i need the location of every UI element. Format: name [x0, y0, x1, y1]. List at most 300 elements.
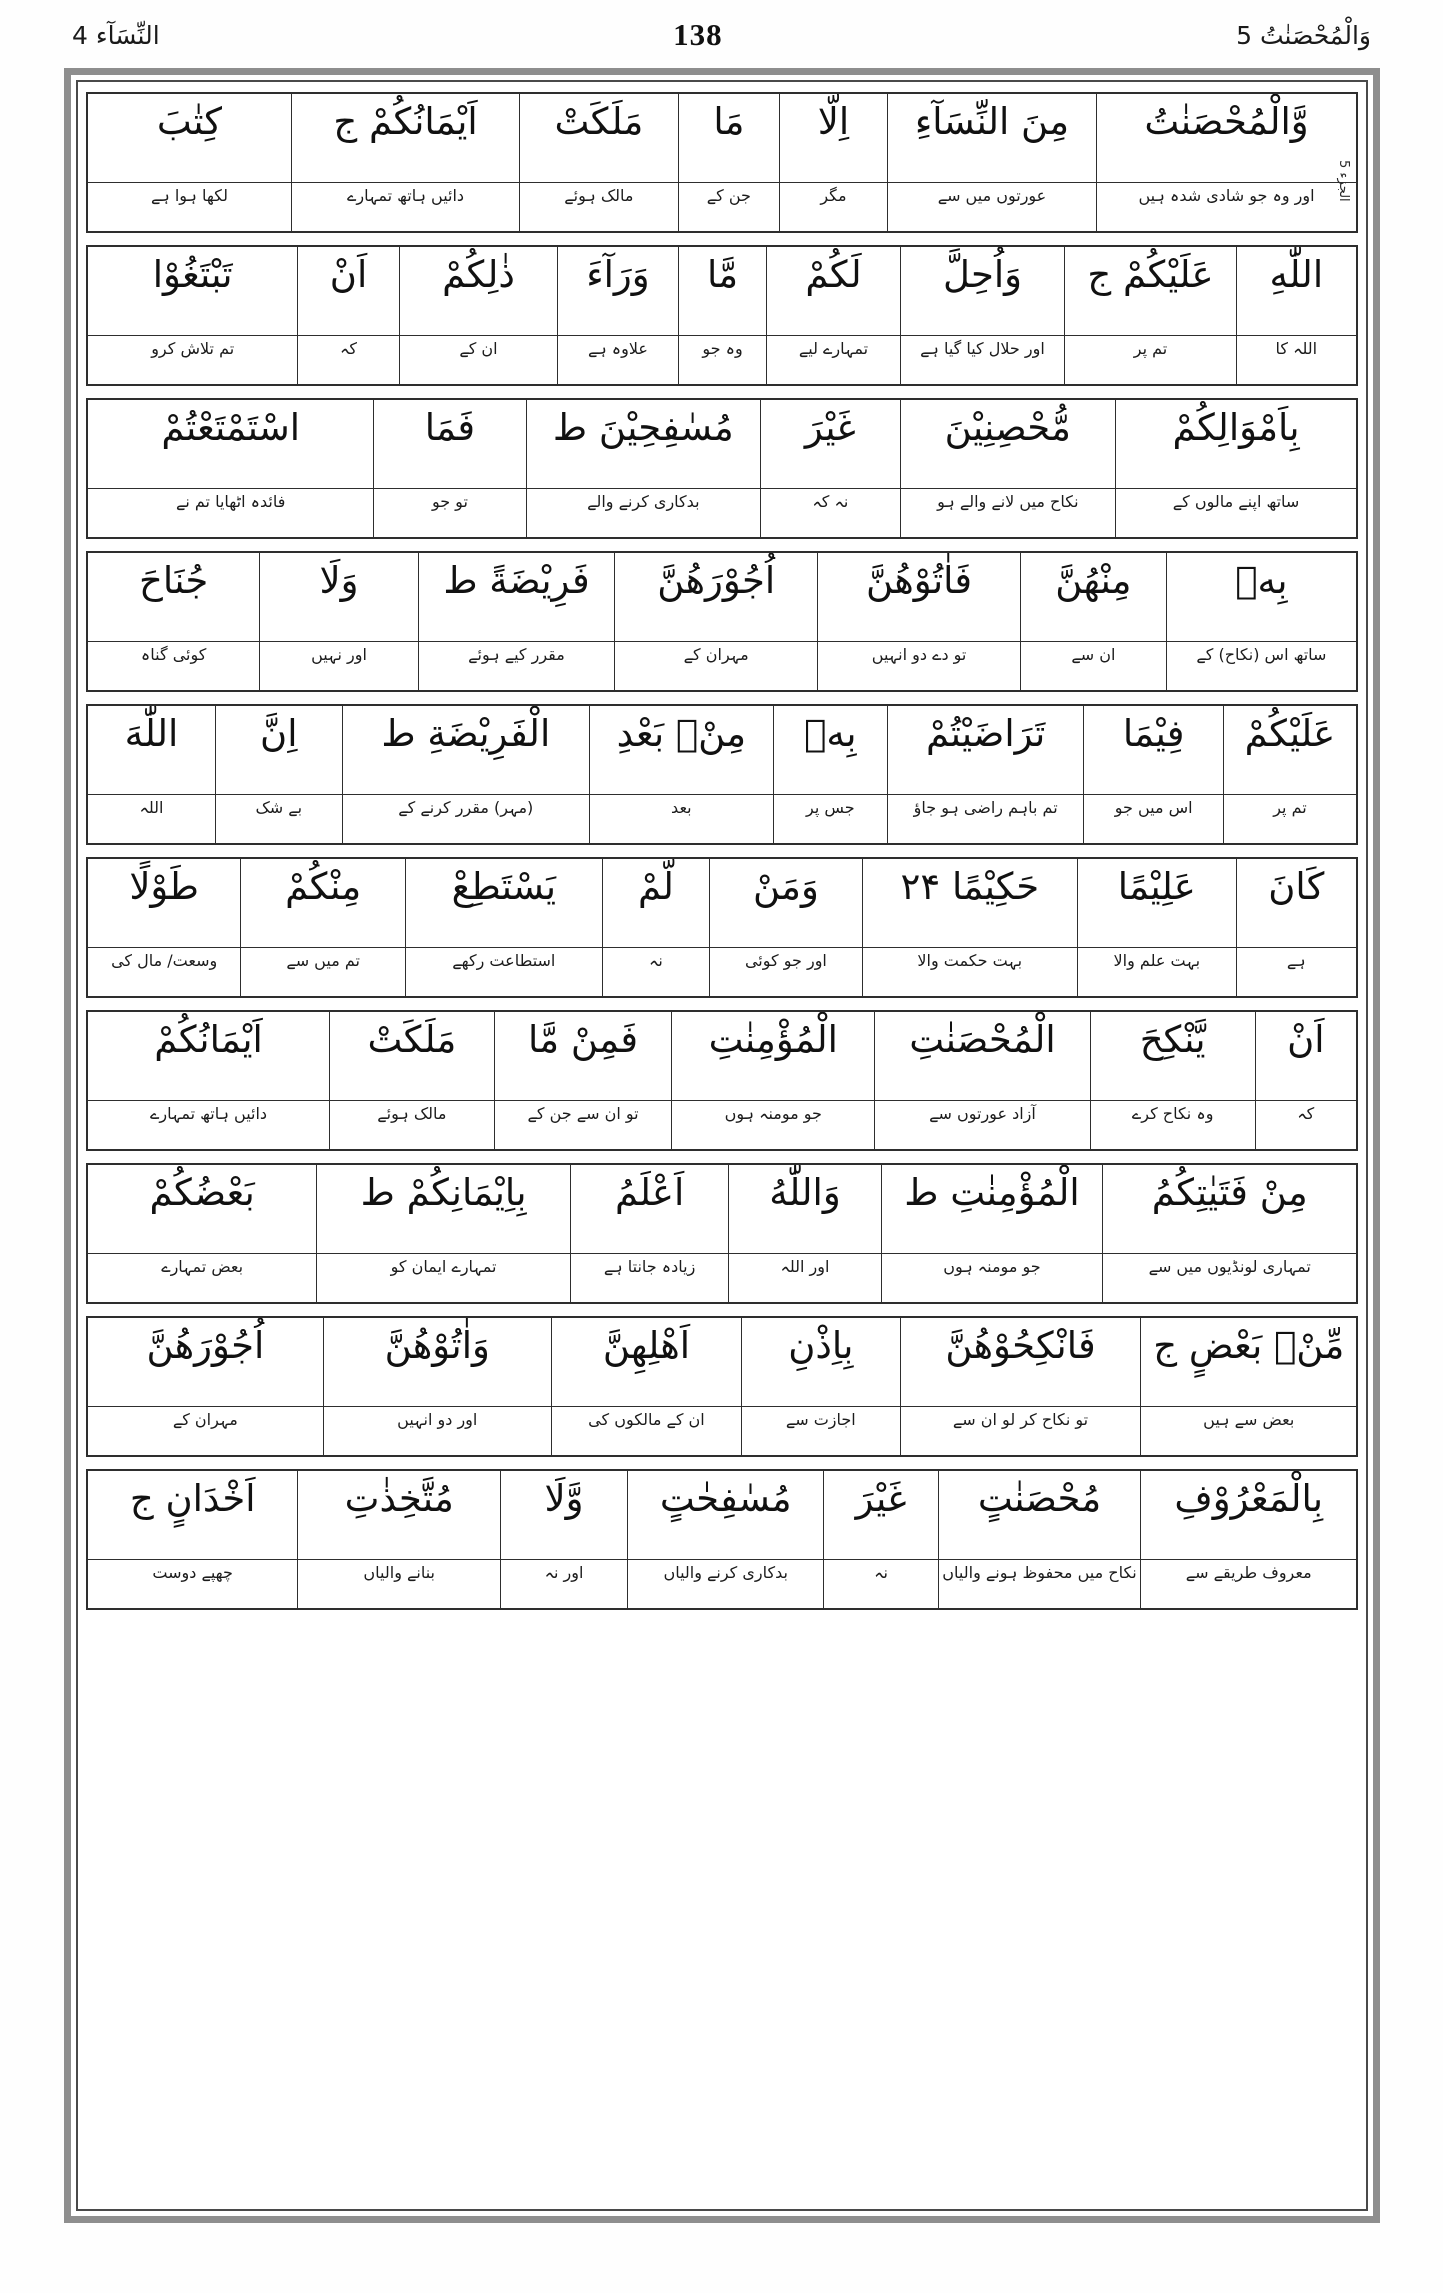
arabic-word-cell[interactable]	[900, 247, 1065, 335]
arabic-word-cell[interactable]	[1090, 1012, 1255, 1100]
arabic-word-cell[interactable]	[88, 706, 215, 794]
arabic-word-cell[interactable]	[760, 400, 899, 488]
urdu-translation: اور جو کوئی	[744, 951, 827, 970]
urdu-translation-cell[interactable]	[88, 489, 373, 537]
urdu-translation: بہت علم والا	[1113, 951, 1201, 970]
arabic-line	[88, 1471, 1356, 1560]
urdu-translation: اور وہ جو شادی شدہ ہیں	[1138, 186, 1315, 205]
urdu-translation-cell[interactable]	[671, 1101, 874, 1149]
urdu-translation-cell[interactable]	[741, 1407, 900, 1455]
arabic-word: مُسٰفِحٰتٍ	[659, 1477, 792, 1520]
arabic-word-cell[interactable]	[862, 859, 1078, 947]
arabic-word: اَيْمَانُكُمْ	[154, 1018, 263, 1061]
urdu-translation-cell[interactable]	[526, 489, 761, 537]
arabic-word-cell[interactable]	[1077, 859, 1236, 947]
arabic-line	[88, 94, 1356, 183]
urdu-translation-cell[interactable]	[900, 336, 1065, 384]
arabic-word: لَكُمْ	[805, 253, 862, 296]
urdu-translation-cell[interactable]	[88, 336, 297, 384]
urdu-translation: دائیں ہاتھ تمہارے	[149, 1104, 268, 1123]
urdu-translation: مہران کے	[172, 1410, 238, 1429]
arabic-word: الْمُؤْمِنٰتِ ط	[904, 1171, 1080, 1214]
urdu-line	[88, 336, 1356, 384]
arabic-word-cell[interactable]	[297, 247, 398, 335]
urdu-translation-cell[interactable]	[766, 336, 899, 384]
arabic-word-cell[interactable]	[557, 247, 677, 335]
urdu-translation: چھپے دوست	[152, 1563, 233, 1582]
arabic-line	[88, 1012, 1356, 1101]
urdu-translation-cell[interactable]	[88, 795, 215, 843]
urdu-translation-cell[interactable]	[551, 1407, 741, 1455]
verse-row	[86, 1163, 1358, 1304]
urdu-translation: لکھا ہوا ہے	[150, 186, 228, 205]
urdu-translation: نہ	[874, 1563, 888, 1582]
arabic-word: حَكِيْمًا ۲۴	[900, 865, 1040, 908]
urdu-translation-cell[interactable]	[1096, 183, 1356, 231]
arabic-word-cell[interactable]	[817, 553, 1020, 641]
arabic-word: بِهٖ	[804, 712, 857, 755]
urdu-translation: تم پر	[1133, 339, 1168, 358]
urdu-translation-cell[interactable]	[817, 642, 1020, 690]
arabic-word-cell[interactable]	[728, 1165, 880, 1253]
urdu-translation: نکاح میں محفوظ ہونے والیاں	[942, 1563, 1137, 1582]
urdu-translation: تمہارے لیے	[798, 339, 869, 358]
arabic-word: فَانْكِحُوْهُنَّ	[945, 1324, 1096, 1367]
urdu-translation: بعد	[671, 798, 692, 817]
verse-row	[86, 1316, 1358, 1457]
arabic-word-cell[interactable]	[323, 1318, 551, 1406]
arabic-word-cell[interactable]	[1102, 1165, 1356, 1253]
urdu-translation-cell[interactable]	[760, 489, 899, 537]
arabic-word-cell[interactable]	[259, 553, 418, 641]
arabic-word-cell[interactable]	[526, 400, 761, 488]
urdu-translation: ساتھ اس (نکاح) کے	[1196, 645, 1327, 664]
arabic-word-cell[interactable]	[1020, 553, 1166, 641]
urdu-translation: تو دے دو انہیں	[871, 645, 967, 664]
urdu-translation: معروف طریقے سے	[1185, 1563, 1312, 1582]
urdu-translation: کوئی گناہ	[140, 645, 207, 664]
arabic-word-cell[interactable]	[900, 400, 1116, 488]
page-border-frame	[64, 68, 1380, 2223]
urdu-translation-cell[interactable]	[88, 183, 291, 231]
arabic-word-cell[interactable]	[678, 247, 767, 335]
urdu-translation: جو مومنہ ہوں	[943, 1257, 1041, 1276]
urdu-translation-cell[interactable]	[709, 948, 861, 996]
urdu-translation-cell[interactable]	[316, 1254, 570, 1302]
urdu-translation-cell[interactable]	[1236, 336, 1356, 384]
arabic-word-cell[interactable]	[881, 1165, 1103, 1253]
urdu-translation-cell[interactable]	[1090, 1101, 1255, 1149]
urdu-translation: جو مومنہ ہوں	[724, 1104, 822, 1123]
arabic-word-cell[interactable]	[88, 1165, 316, 1253]
urdu-translation-cell[interactable]	[602, 948, 710, 996]
arabic-word-cell[interactable]	[1255, 1012, 1356, 1100]
urdu-translation-cell[interactable]	[1083, 795, 1222, 843]
arabic-word: طَوْلًا	[129, 865, 199, 908]
juz-name-right: وَالْمُحْصَنٰتُ 5	[1236, 20, 1371, 50]
urdu-translation-cell[interactable]	[1223, 795, 1356, 843]
urdu-translation: علاوہ ہے	[587, 339, 648, 358]
arabic-word-cell[interactable]	[1064, 247, 1235, 335]
urdu-translation: اور نہ	[544, 1563, 584, 1582]
urdu-translation: مہران کے	[683, 645, 749, 664]
urdu-translation-cell[interactable]	[418, 642, 615, 690]
urdu-line	[88, 1101, 1356, 1149]
arabic-word: مَا	[713, 100, 745, 143]
arabic-word: وَمَنْ	[753, 865, 819, 908]
arabic-word-cell[interactable]	[1223, 706, 1356, 794]
urdu-line	[88, 795, 1356, 843]
arabic-word-cell[interactable]	[88, 1471, 297, 1559]
urdu-translation-cell[interactable]	[494, 1101, 672, 1149]
urdu-translation-cell[interactable]	[627, 1560, 824, 1608]
verse-row	[86, 398, 1358, 539]
arabic-word: بِاِيْمَانِكُمْ ط	[360, 1171, 527, 1214]
arabic-word: اللّٰهَ	[124, 712, 179, 755]
arabic-line	[88, 1165, 1356, 1254]
urdu-translation: استطاعت رکھے	[452, 951, 556, 970]
urdu-translation: (مہر) مقرر کرنے کے	[398, 798, 534, 817]
urdu-translation: اور اللہ	[780, 1257, 830, 1276]
urdu-translation-cell[interactable]	[874, 1101, 1090, 1149]
arabic-word: اِنَّ	[260, 712, 298, 755]
arabic-word: كِتٰبَ	[156, 100, 223, 143]
urdu-translation-cell[interactable]	[291, 183, 519, 231]
urdu-translation: اور نہیں	[311, 645, 367, 664]
arabic-line	[88, 1318, 1356, 1407]
urdu-translation: ان سے	[1071, 645, 1116, 664]
arabic-line	[88, 553, 1356, 642]
arabic-word: غَيْرَ	[804, 406, 856, 449]
juz-side-marker: الجزء 5	[1336, 160, 1351, 202]
urdu-translation: بہت حکمت والا	[917, 951, 1023, 970]
arabic-word: مُتَّخِذٰتِ	[344, 1477, 454, 1520]
arabic-word-cell[interactable]	[405, 859, 602, 947]
urdu-translation: نہ	[649, 951, 663, 970]
arabic-word: مِنَ النِّسَآءِ	[914, 100, 1070, 143]
arabic-word-cell[interactable]	[88, 859, 240, 947]
urdu-translation: وہ نکاح کرے	[1131, 1104, 1214, 1123]
urdu-translation-cell[interactable]	[240, 948, 405, 996]
arabic-word: بِاَمْوَالِكُمْ	[1172, 406, 1300, 449]
urdu-translation: بنانے والیاں	[363, 1563, 435, 1582]
urdu-translation-cell[interactable]	[215, 795, 342, 843]
arabic-word-cell[interactable]	[779, 94, 887, 182]
arabic-word-cell[interactable]	[887, 706, 1084, 794]
urdu-translation-cell[interactable]	[900, 489, 1116, 537]
urdu-translation-cell[interactable]	[88, 1101, 329, 1149]
arabic-word: اُجُوْرَهُنَّ	[146, 1324, 265, 1367]
verse-row	[86, 704, 1358, 845]
urdu-translation-cell[interactable]	[1236, 948, 1356, 996]
arabic-word: فَاٰتُوْهُنَّ	[866, 559, 973, 602]
urdu-translation-cell[interactable]	[323, 1407, 551, 1455]
arabic-word-cell[interactable]	[938, 1471, 1141, 1559]
arabic-word-cell[interactable]	[570, 1165, 729, 1253]
urdu-translation-cell[interactable]	[1115, 489, 1356, 537]
urdu-translation: تم میں سے	[286, 951, 360, 970]
arabic-line	[88, 247, 1356, 336]
arabic-word: مَّا	[707, 253, 739, 296]
urdu-translation: تم باہم راضی ہو جاؤ	[913, 798, 1058, 817]
urdu-line	[88, 1254, 1356, 1302]
urdu-translation-cell[interactable]	[399, 336, 558, 384]
arabic-word: وَاٰتُوْهُنَّ	[384, 1324, 490, 1367]
urdu-translation-cell[interactable]	[779, 183, 887, 231]
arabic-word-cell[interactable]	[678, 94, 779, 182]
arabic-word-cell[interactable]	[399, 247, 558, 335]
page-number: 138	[673, 17, 723, 52]
arabic-word-cell[interactable]	[88, 94, 291, 182]
urdu-translation-cell[interactable]	[881, 1254, 1103, 1302]
arabic-word: اَخْدَانٍ ج	[129, 1477, 256, 1520]
arabic-word: وَلَا	[319, 559, 359, 602]
urdu-translation: وسعت/ مال کی	[111, 951, 218, 970]
arabic-word-cell[interactable]	[614, 553, 817, 641]
urdu-translation: تو ان سے جن کے	[527, 1104, 639, 1123]
urdu-translation: مگر	[820, 186, 847, 205]
arabic-word: بِالْمَعْرُوْفِ	[1174, 1477, 1324, 1520]
arabic-word-cell[interactable]	[88, 1012, 329, 1100]
arabic-word: وَرَآءَ	[586, 253, 650, 296]
arabic-word-cell[interactable]	[88, 400, 373, 488]
urdu-translation-cell[interactable]	[297, 1560, 500, 1608]
arabic-word: بِاِذْنِ	[788, 1324, 854, 1367]
arabic-word-cell[interactable]	[741, 1318, 900, 1406]
arabic-word-cell[interactable]	[823, 1471, 937, 1559]
urdu-translation-cell[interactable]	[1140, 1560, 1356, 1608]
arabic-word: يَسْتَطِعْ	[451, 865, 557, 908]
arabic-word: يَّنْكِحَ	[1139, 1018, 1206, 1061]
arabic-word: بِهٖ	[1235, 559, 1288, 602]
arabic-word: فَمِنْ مَّا	[528, 1018, 639, 1061]
arabic-word: مِنْكُمْ	[285, 865, 362, 908]
urdu-translation: وہ جو	[702, 339, 743, 358]
urdu-translation: نہ کہ	[812, 492, 849, 511]
arabic-word: الْفَرِيْضَةِ ط	[381, 712, 551, 755]
urdu-translation: دائیں ہاتھ تمہارے	[346, 186, 465, 205]
arabic-word-cell[interactable]	[88, 1318, 323, 1406]
arabic-word: اَنْ	[329, 253, 368, 296]
urdu-translation-cell[interactable]	[938, 1560, 1141, 1608]
arabic-word: فِيْمَا	[1122, 712, 1185, 755]
urdu-translation-cell[interactable]	[500, 1560, 627, 1608]
surah-name-left: النِّسَآء 4	[72, 20, 160, 50]
arabic-word-cell[interactable]	[1236, 247, 1356, 335]
arabic-word: مَلَكَتْ	[554, 100, 644, 143]
arabic-word: وَّلَا	[544, 1477, 584, 1520]
arabic-word: الْمُؤْمِنٰتِ	[708, 1018, 838, 1061]
arabic-word: مِنْ فَتَيٰتِكُمُ	[1151, 1171, 1308, 1214]
urdu-translation-cell[interactable]	[862, 948, 1078, 996]
urdu-translation: اس میں جو	[1114, 798, 1193, 817]
arabic-word: ذٰلِكُمْ	[442, 253, 515, 296]
urdu-translation: بدکاری کرنے والیاں	[663, 1563, 788, 1582]
arabic-word: اَهْلِهِنَّ	[602, 1324, 691, 1367]
verse-row	[86, 92, 1358, 233]
arabic-word: اَنْ	[1287, 1018, 1325, 1061]
arabic-word-cell[interactable]	[551, 1318, 741, 1406]
urdu-translation-cell[interactable]	[88, 948, 240, 996]
arabic-word: اللّٰهِ	[1269, 253, 1324, 296]
urdu-line	[88, 1407, 1356, 1455]
urdu-translation: مالک ہوئے	[564, 186, 634, 205]
page-content-area	[76, 80, 1368, 2211]
urdu-translation-cell[interactable]	[88, 1560, 297, 1608]
urdu-translation: ساتھ اپنے مالوں کے	[1172, 492, 1300, 511]
urdu-translation-cell[interactable]	[329, 1101, 494, 1149]
arabic-word-cell[interactable]	[1166, 553, 1356, 641]
arabic-word-cell[interactable]	[88, 553, 259, 641]
urdu-translation: جن کے	[706, 186, 751, 205]
arabic-word-cell[interactable]	[602, 859, 710, 947]
urdu-translation-cell[interactable]	[1255, 1101, 1356, 1149]
urdu-translation-cell[interactable]	[1102, 1254, 1356, 1302]
arabic-word-cell[interactable]	[494, 1012, 672, 1100]
arabic-word-cell[interactable]	[1083, 706, 1222, 794]
arabic-word: مِنْهُنَّ	[1055, 559, 1132, 602]
arabic-word-cell[interactable]	[900, 1318, 1141, 1406]
arabic-word-cell[interactable]	[671, 1012, 874, 1100]
arabic-word: مُحْصَنٰتٍ	[977, 1477, 1102, 1520]
arabic-word-cell[interactable]	[1236, 859, 1356, 947]
verse-row	[86, 245, 1358, 386]
arabic-word-cell[interactable]	[291, 94, 519, 182]
arabic-word-cell[interactable]	[773, 706, 887, 794]
arabic-word-cell[interactable]	[1096, 94, 1356, 182]
urdu-translation-cell[interactable]	[1020, 642, 1166, 690]
arabic-word: عَلَيْكُمْ ج	[1087, 253, 1214, 296]
arabic-word: جُنَاحَ	[139, 559, 209, 602]
urdu-translation: بدکاری کرنے والے	[587, 492, 700, 511]
urdu-translation-cell[interactable]	[887, 795, 1084, 843]
urdu-line	[88, 489, 1356, 537]
urdu-translation-cell[interactable]	[570, 1254, 729, 1302]
urdu-translation-cell[interactable]	[900, 1407, 1141, 1455]
urdu-line	[88, 183, 1356, 231]
urdu-translation-cell[interactable]	[88, 1407, 323, 1455]
arabic-word-cell[interactable]	[297, 1471, 500, 1559]
arabic-word-cell[interactable]	[316, 1165, 570, 1253]
urdu-translation-cell[interactable]	[678, 183, 779, 231]
arabic-word-cell[interactable]	[627, 1471, 824, 1559]
urdu-translation: نکاح میں لانے والے ہو	[937, 492, 1079, 511]
arabic-word-cell[interactable]	[1140, 1471, 1356, 1559]
arabic-word: اسْتَمْتَعْتُمْ	[161, 406, 301, 449]
arabic-word-cell[interactable]	[500, 1471, 627, 1559]
arabic-word: مَلَكَتْ	[367, 1018, 457, 1061]
urdu-translation: اللہ کا	[1275, 339, 1318, 358]
arabic-word: وَاُحِلَّ	[942, 253, 1022, 296]
arabic-word-cell[interactable]	[766, 247, 899, 335]
urdu-translation-cell[interactable]	[88, 1254, 316, 1302]
urdu-translation-cell[interactable]	[1140, 1407, 1356, 1455]
arabic-word-cell[interactable]	[874, 1012, 1090, 1100]
urdu-translation-cell[interactable]	[728, 1254, 880, 1302]
urdu-translation: تو نکاح کر لو ان سے	[952, 1410, 1089, 1429]
urdu-translation: تمہاری لونڈیوں میں سے	[1148, 1257, 1311, 1276]
arabic-word-cell[interactable]	[88, 247, 297, 335]
urdu-translation-cell[interactable]	[297, 336, 398, 384]
urdu-translation-cell[interactable]	[1166, 642, 1356, 690]
urdu-translation: زیادہ جانتا ہے	[603, 1257, 696, 1276]
arabic-word-cell[interactable]	[589, 706, 773, 794]
urdu-translation: تو جو	[431, 492, 468, 511]
urdu-translation-cell[interactable]	[88, 642, 259, 690]
arabic-word: غَيْرَ	[855, 1477, 907, 1520]
arabic-word: مِّنْۢ بَعْضٍ ج	[1153, 1324, 1345, 1367]
arabic-word: اَعْلَمُ	[615, 1171, 685, 1214]
urdu-translation: ان کے مالکوں کی	[588, 1410, 705, 1429]
arabic-word-cell[interactable]	[240, 859, 405, 947]
arabic-word-cell[interactable]	[215, 706, 342, 794]
urdu-translation-cell[interactable]	[678, 336, 767, 384]
urdu-translation: ان کے	[459, 339, 498, 358]
urdu-translation: اور حلال کیا گیا ہے	[920, 339, 1045, 358]
urdu-translation: اللہ	[139, 798, 164, 817]
arabic-line	[88, 859, 1356, 948]
arabic-word-cell[interactable]	[342, 706, 589, 794]
arabic-word-cell[interactable]	[1140, 1318, 1356, 1406]
urdu-translation-cell[interactable]	[1064, 336, 1235, 384]
urdu-translation-cell[interactable]	[1077, 948, 1236, 996]
arabic-word-cell[interactable]	[329, 1012, 494, 1100]
arabic-word: فَمَا	[424, 406, 476, 449]
urdu-translation-cell[interactable]	[589, 795, 773, 843]
urdu-translation: کہ	[340, 339, 357, 358]
arabic-word: الْمُحْصَنٰتِ	[909, 1018, 1056, 1061]
arabic-word-cell[interactable]	[709, 859, 861, 947]
arabic-word: لَّمْ	[638, 865, 674, 908]
arabic-word-cell[interactable]	[887, 94, 1096, 182]
arabic-word: مِنْۢ بَعْدِ	[616, 712, 747, 755]
arabic-word-cell[interactable]	[373, 400, 525, 488]
urdu-translation: بے شک	[255, 798, 303, 817]
urdu-translation-cell[interactable]	[614, 642, 817, 690]
arabic-word: اِلَّا	[817, 100, 850, 143]
urdu-translation: بعض تمہارے	[161, 1257, 244, 1276]
urdu-translation-cell[interactable]	[342, 795, 589, 843]
urdu-translation-cell[interactable]	[519, 183, 678, 231]
urdu-translation: عورتوں میں سے	[937, 186, 1047, 205]
verse-row	[86, 1469, 1358, 1610]
urdu-translation: تم تلاش کرو	[151, 339, 235, 358]
urdu-translation-cell[interactable]	[405, 948, 602, 996]
urdu-translation: اجازت سے	[785, 1410, 856, 1429]
urdu-translation-cell[interactable]	[259, 642, 418, 690]
arabic-word-cell[interactable]	[418, 553, 615, 641]
urdu-translation: اور دو انہیں	[397, 1410, 478, 1429]
urdu-translation: مالک ہوئے	[377, 1104, 447, 1123]
verse-row	[86, 1010, 1358, 1151]
arabic-word: اَيْمَانُكُمْ ج	[333, 100, 478, 143]
arabic-word: مُّحْصِنِيْنَ	[944, 406, 1071, 449]
arabic-word: مُسٰفِحِيْنَ ط	[552, 406, 734, 449]
arabic-word-cell[interactable]	[1115, 400, 1356, 488]
urdu-line	[88, 948, 1356, 996]
urdu-translation: کہ	[1297, 1104, 1315, 1123]
urdu-translation-cell[interactable]	[773, 795, 887, 843]
urdu-translation-cell[interactable]	[557, 336, 677, 384]
arabic-word: عَلِيْمًا	[1117, 865, 1196, 908]
arabic-word-cell[interactable]	[519, 94, 678, 182]
urdu-translation-cell[interactable]	[823, 1560, 937, 1608]
urdu-translation-cell[interactable]	[373, 489, 525, 537]
verse-row	[86, 857, 1358, 998]
arabic-line	[88, 400, 1356, 489]
urdu-line	[88, 642, 1356, 690]
urdu-translation-cell[interactable]	[887, 183, 1096, 231]
